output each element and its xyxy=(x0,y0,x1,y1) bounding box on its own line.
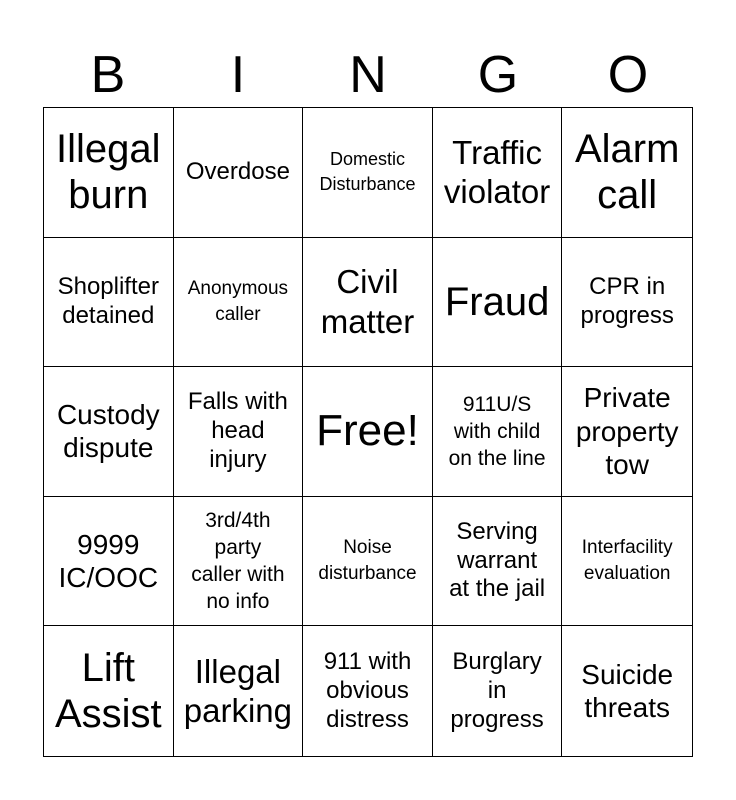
bingo-cell[interactable] xyxy=(303,108,433,238)
cell-label: Fraud xyxy=(444,279,550,324)
header-letter-o: O xyxy=(607,46,649,104)
bingo-cell[interactable] xyxy=(174,626,304,756)
bingo-cell[interactable] xyxy=(174,108,304,238)
bingo-grid xyxy=(43,107,693,757)
header-letter-i: I xyxy=(230,46,246,104)
cell-label: 9999 IC/OOC xyxy=(58,528,159,594)
bingo-cell[interactable] xyxy=(433,626,563,756)
header-letter-n: N xyxy=(349,46,387,104)
cell-label: Shoplifter detained xyxy=(57,273,159,329)
bingo-cell[interactable] xyxy=(174,497,304,627)
cell-label: 3rd/4th party caller with no info xyxy=(191,508,285,614)
cell-label: Falls with head injury xyxy=(187,388,288,473)
cell-label: Domestic Disturbance xyxy=(319,149,416,195)
cell-label: Overdose xyxy=(185,157,290,185)
bingo-cell[interactable] xyxy=(44,497,174,627)
cell-label: Alarm call xyxy=(574,127,680,218)
bingo-cell[interactable] xyxy=(433,238,563,368)
bingo-cell[interactable] xyxy=(44,238,174,368)
header-letter-b: B xyxy=(90,46,126,104)
bingo-cell[interactable] xyxy=(562,367,692,497)
bingo-cell[interactable] xyxy=(433,497,563,627)
cell-label: Illegal burn xyxy=(56,127,161,218)
bingo-cell[interactable] xyxy=(433,367,563,497)
cell-label: Civil matter xyxy=(320,263,415,340)
cell-label: Custody dispute xyxy=(56,398,160,464)
bingo-header xyxy=(43,45,693,105)
cell-label: 911 with obvious distress xyxy=(323,648,412,733)
cell-label: Private property tow xyxy=(575,382,679,481)
cell-label: Burglary in progress xyxy=(450,648,544,733)
cell-label: Anonymous caller xyxy=(187,278,289,325)
bingo-cell[interactable] xyxy=(562,108,692,238)
cell-label: Traffic violator xyxy=(443,133,551,211)
bingo-cell[interactable] xyxy=(174,367,304,497)
cell-label: Illegal parking xyxy=(183,652,292,730)
bingo-cell[interactable] xyxy=(562,626,692,756)
bingo-cell[interactable] xyxy=(562,238,692,368)
cell-label: Interfacility evaluation xyxy=(581,537,673,585)
cell-label: Lift Assist xyxy=(54,646,162,737)
bingo-cell[interactable] xyxy=(174,238,304,368)
bingo-cell[interactable] xyxy=(44,367,174,497)
bingo-cell[interactable] xyxy=(562,497,692,627)
cell-label: CPR in progress xyxy=(580,273,674,329)
cell-label: Suicide threats xyxy=(581,658,674,724)
bingo-cell[interactable] xyxy=(44,626,174,756)
free-space-cell[interactable] xyxy=(303,367,433,497)
bingo-cell[interactable] xyxy=(433,108,563,238)
header-letter-g: G xyxy=(477,46,519,104)
bingo-cell[interactable] xyxy=(303,238,433,368)
cell-label: Noise disturbance xyxy=(318,537,417,585)
bingo-cell[interactable] xyxy=(44,108,174,238)
free-space-label: Free! xyxy=(316,406,419,456)
cell-label: 911U/S with child on the line xyxy=(448,392,546,471)
cell-label: Serving warrant at the jail xyxy=(449,517,546,603)
bingo-cell[interactable] xyxy=(303,626,433,756)
bingo-cell[interactable] xyxy=(303,497,433,627)
